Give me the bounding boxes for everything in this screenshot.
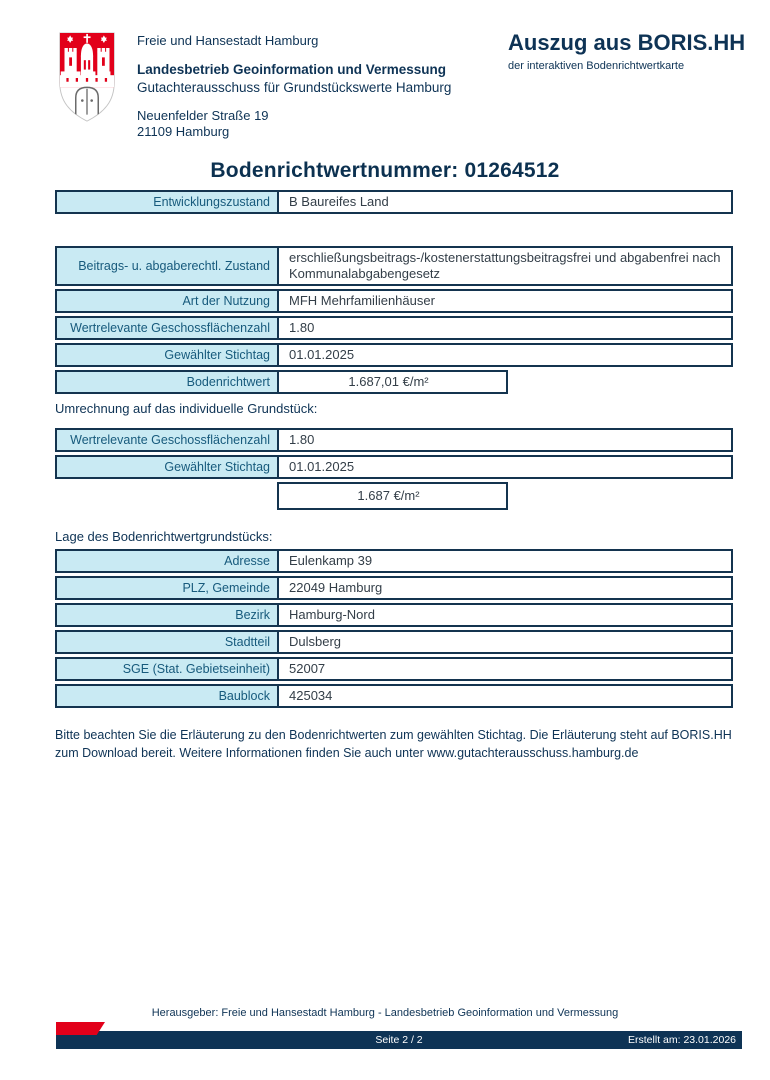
row-label: Stadtteil <box>57 632 279 652</box>
row-value: Dulsberg <box>289 634 342 649</box>
created-date: Erstellt am: 23.01.2026 <box>628 1034 736 1046</box>
table-row <box>55 428 733 452</box>
department-name: Landesbetrieb Geoinformation und Vermessung <box>137 62 447 77</box>
section-heading-lage: Lage des Bodenrichtwertgrundstücks: <box>55 529 273 544</box>
row-label: SGE (Stat. Gebietseinheit) <box>57 659 279 679</box>
footer-bar <box>56 1031 742 1049</box>
table-row <box>55 316 733 340</box>
row-label: Wertrelevante Geschossflächenzahl <box>57 318 279 338</box>
row-value: 425034 <box>289 688 333 703</box>
table-row <box>55 576 733 600</box>
table-row <box>55 630 733 654</box>
row-label: Baublock <box>57 686 279 706</box>
row-value: 01.01.2025 <box>289 459 355 474</box>
row-value: erschließungsbeitrags-/kostenerstattungsbeitragsfrei und abgabenfrei nach Kommunalabgabengesetz <box>289 250 721 281</box>
row-label: Art der Nutzung <box>57 291 279 311</box>
note-text: Bitte beachten Sie die Erläuterung zu den Bodenrichtwerten zum gewählten Stichtag. Die Erläuterung steht auf BORIS.HH zum Download bereit. Weitere Informationen finden Sie auch unter www.gutachterausschuss.hamburg.de <box>55 728 732 760</box>
umrechnung-table <box>55 428 733 513</box>
row-value: B Baureifes Land <box>289 194 389 209</box>
row-label: Gewählter Stichtag <box>57 345 279 365</box>
table-row <box>55 246 733 286</box>
page-indicator: Seite 2 / 2 <box>375 1034 423 1046</box>
row-label: Adresse <box>57 551 279 571</box>
address-city: 21109 Hamburg <box>137 124 230 139</box>
footer-publisher: Herausgeber: Freie und Hansestadt Hamburg - Landesbetrieb Geoinformation und Vermessung <box>151 1007 619 1019</box>
row-value: 1.80 <box>289 320 315 335</box>
row-value: 01.01.2025 <box>289 347 355 362</box>
bodenrichtwert-table <box>55 246 733 397</box>
brand-block <box>508 30 745 72</box>
page-title: Bodenrichtwertnummer: 01264512 <box>210 159 560 182</box>
org-name: Freie und Hansestadt Hamburg <box>137 33 319 48</box>
entwicklungszustand-table <box>55 190 733 217</box>
table-row <box>55 343 733 367</box>
table-row <box>55 455 733 479</box>
table-row-bodenrichtwert <box>55 370 508 394</box>
section-heading-umrechnung: Umrechnung auf das individuelle Grundstück: <box>55 401 318 416</box>
brand-title: Auszug aus BORIS.HH <box>508 30 746 55</box>
lage-table <box>55 549 733 711</box>
row-value: Eulenkamp 39 <box>289 553 373 568</box>
row-label: Wertrelevante Geschossflächenzahl <box>57 430 279 450</box>
row-label: Beitrags- u. abgaberechtl. Zustand <box>57 248 279 284</box>
row-value: 52007 <box>289 661 326 676</box>
hamburg-coat-of-arms-icon <box>57 30 117 126</box>
row-label: Gewählter Stichtag <box>57 457 279 477</box>
row-label: PLZ, Gemeinde <box>57 578 279 598</box>
table-row-result <box>277 482 508 510</box>
row-value: Hamburg-Nord <box>289 607 375 622</box>
table-row <box>55 289 733 313</box>
row-value: 1.80 <box>289 432 315 447</box>
table-row <box>55 190 733 214</box>
table-row <box>55 684 733 708</box>
brand-subtitle: der interaktiven Bodenrichtwertkarte <box>508 60 685 72</box>
row-value: MFH Mehrfamilienhäuser <box>289 293 435 308</box>
table-row <box>55 549 733 573</box>
bodenrichtwert-value: 1.687,01 €/m² <box>348 374 429 389</box>
red-flag-decoration <box>56 1022 105 1035</box>
row-value: 22049 Hamburg <box>289 580 383 595</box>
row-label: Bezirk <box>57 605 279 625</box>
umrechnung-result-value: 1.687 €/m² <box>357 488 420 503</box>
row-label: Entwicklungszustand <box>57 192 279 212</box>
row-label: Bodenrichtwert <box>57 372 279 392</box>
address-street: Neuenfelder Straße 19 <box>137 108 269 123</box>
table-row <box>55 657 733 681</box>
table-row <box>55 603 733 627</box>
office-name: Gutachterausschuss für Grundstückswerte Hamburg <box>137 80 452 95</box>
